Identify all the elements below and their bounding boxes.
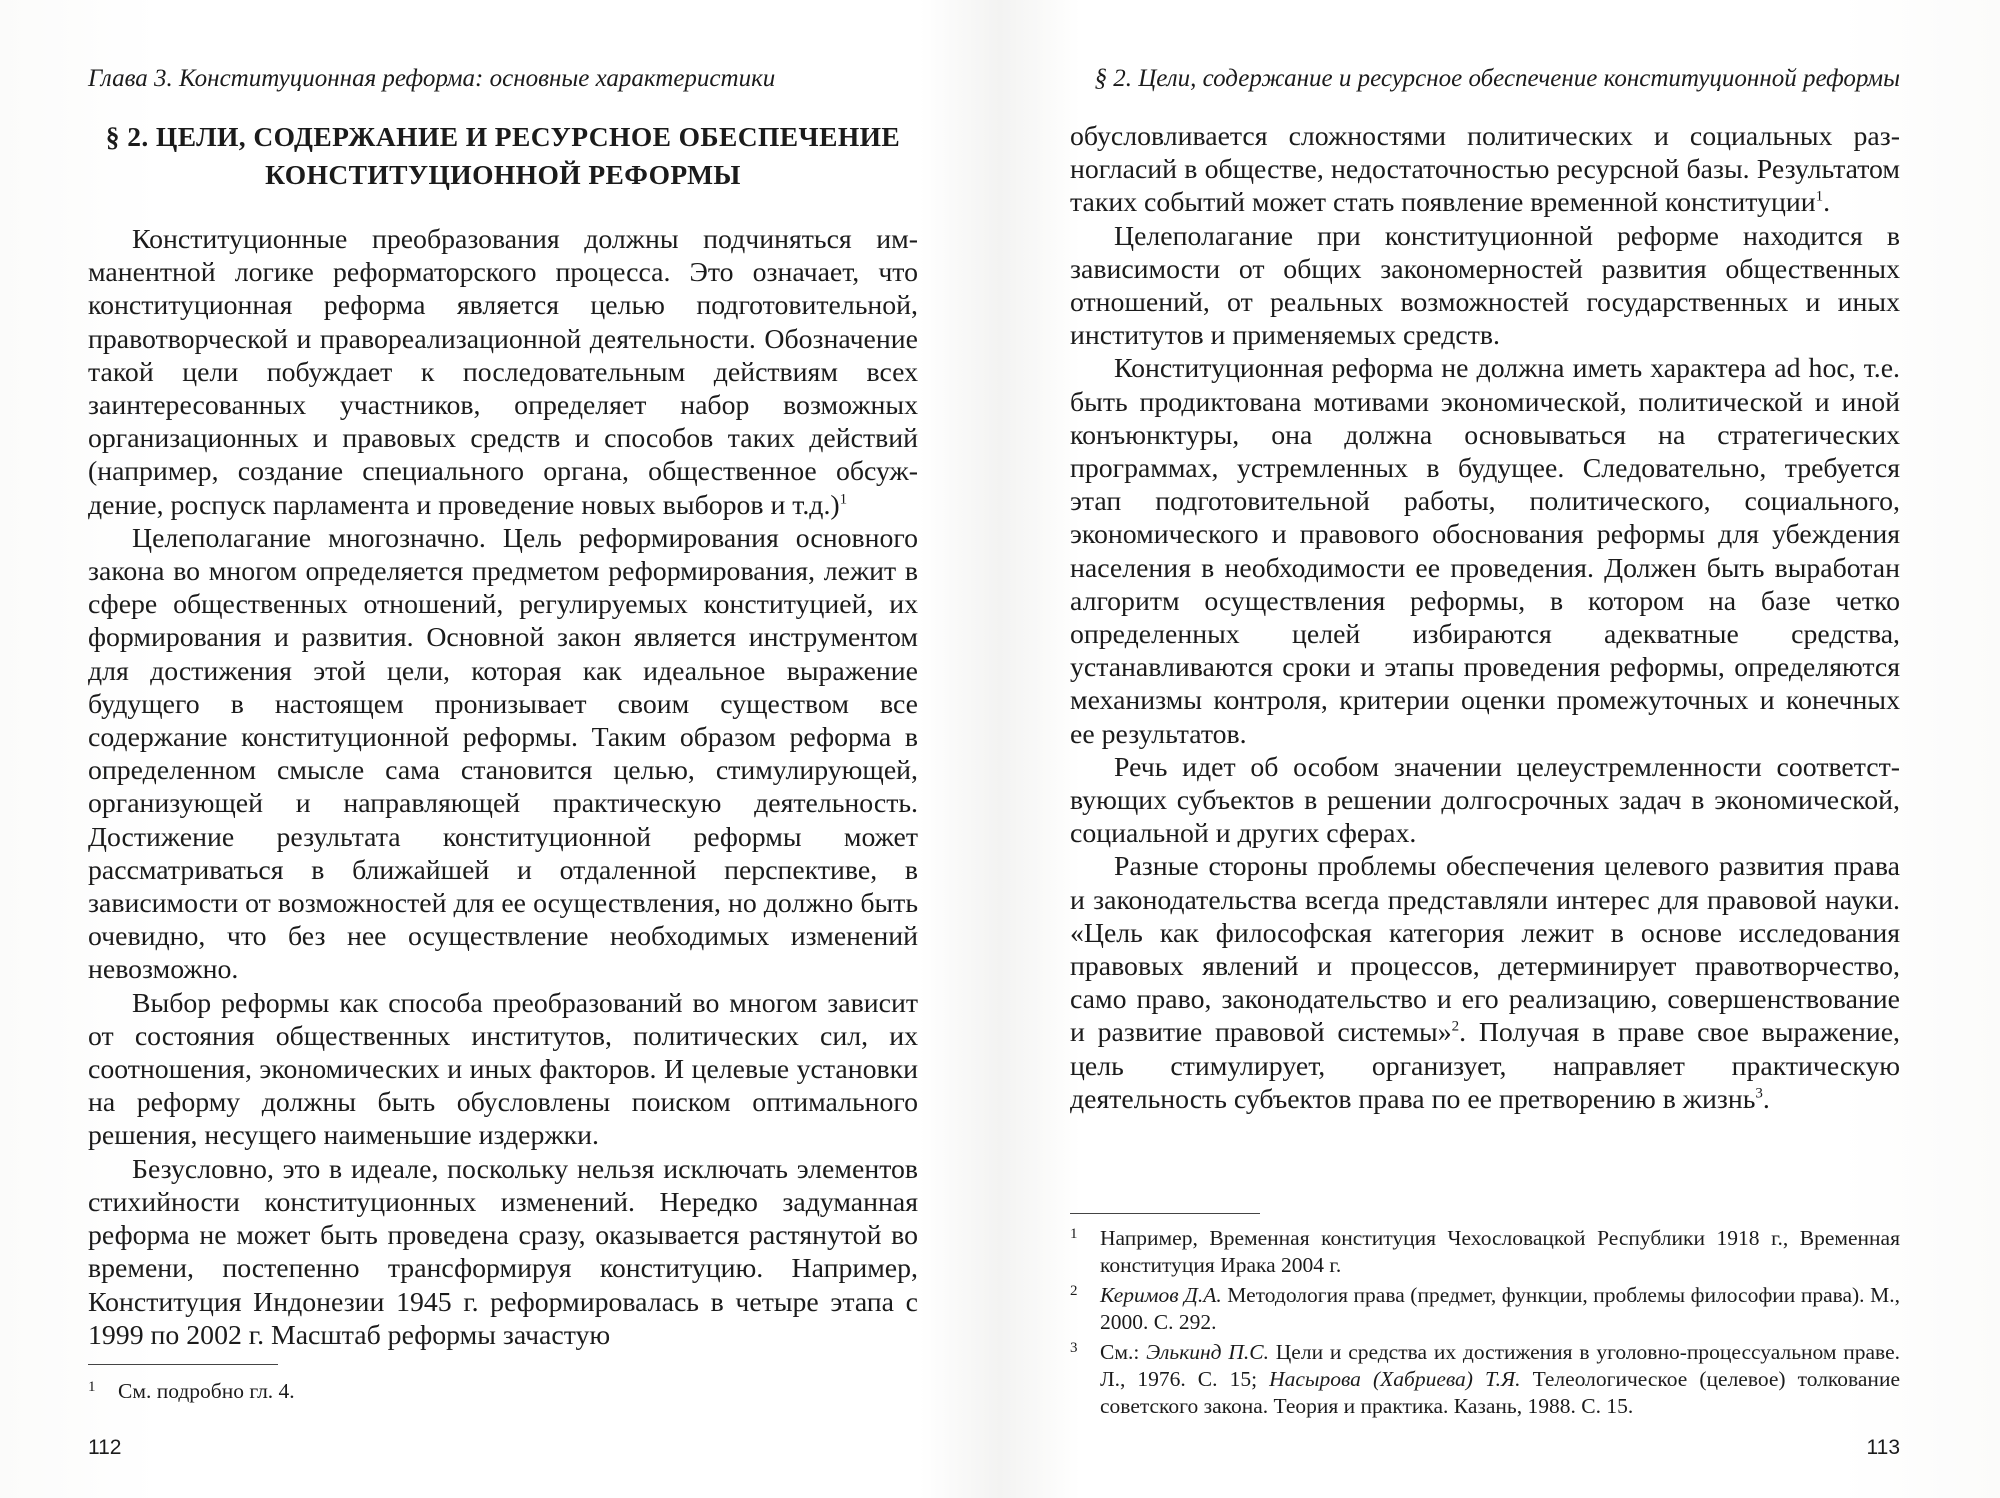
- footnote-text: См. подробно гл. 4.: [118, 1379, 295, 1403]
- paragraph-text: . Получая в праве свое выражение, цель стимулирует, организует, направляет практическую деятельность субъектов права по ее претворению в жизнь: [1070, 1017, 1901, 1115]
- paragraph: Выбор реформы как способа преобразований во многом зависит от состояния общественных институтов, политических сил, их соотношения, экономических и иных факторов. И целевые установки на реформу должны быть обусловлены поиском оптимального решения, несущего наименьшие издержки.: [88, 987, 918, 1152]
- paragraph-text: .: [1762, 1083, 1770, 1115]
- left-body-text: [88, 223, 918, 1352]
- running-head-left: Глава 3. Конституционная реформа: основные характеристики: [88, 65, 776, 92]
- footnote-author: Насырова (Хабриева) Т.Я.: [1269, 1367, 1521, 1391]
- left-page: [88, 0, 918, 1498]
- footnote-number: 2: [1070, 1283, 1078, 1299]
- footnote: [1070, 1225, 1900, 1279]
- page-number-right: 113: [1866, 1436, 1900, 1459]
- footnote-divider: [1070, 1213, 1260, 1214]
- footnotes-right: [1070, 1225, 1900, 1423]
- footnote: [88, 1378, 918, 1405]
- footnote-text: Цели и средства их достижения в уголовно-процессуальном праве. Л., 1976. С. 15;: [1100, 1340, 1900, 1391]
- section-title-line-2: КОНСТИТУЦИОННОЙ РЕФОРМЫ: [265, 159, 741, 190]
- paragraph: [1070, 850, 1900, 1116]
- footnote-ref: 3: [1755, 1085, 1763, 1102]
- paragraph: Речь идет об особом значении целеустремленности соответствующих субъектов в решении долгосрочных задач в экономической, социальной и других сферах.: [1070, 751, 1900, 850]
- paragraph-text: Конституционные преобразования должны подчиняться имманентной логике реформаторского процесса. Это означает, что конституционная реформа является целью подготовительной, правотворческой и правореализационной деятельности. Обозначение такой цели побуждает к последовательным действиям всех заинтересованных участников, определяет набор возможных организационных и правовых средств и способов таких действий (например, создание специального органа, общественное обсуждение, роспуск парламента и проведение новых выборов и т.д.): [88, 224, 918, 521]
- page-number-left: 112: [88, 1436, 122, 1459]
- section-title: [88, 118, 918, 194]
- footnote-ref: 1: [1815, 189, 1824, 206]
- footnote-author: Керимов Д.А.: [1100, 1283, 1222, 1307]
- running-head-right: § 2. Цели, содержание и ресурсное обеспечение конституционной реформы: [1094, 65, 1900, 92]
- right-page: [1070, 0, 1900, 1498]
- footnote-text: Методология права (предмет, функции, проблемы философии права). М., 2000. С. 292.: [1100, 1283, 1900, 1334]
- footnote: [1070, 1339, 1900, 1420]
- footnote: [1070, 1282, 1900, 1336]
- footnote-text: Телеологическое (целевое) толкование советского закона. Теория и практика. Казань, 1988. С. 15.: [1100, 1367, 1900, 1418]
- paragraph: Целеполагание при конституционной реформе находится в зависимости от общих закономерностей развития общественных отношений, от реальных возможностей государственных и иных институтов и применяемых средств.: [1070, 220, 1900, 352]
- footnote-author: Элькинд П.С.: [1146, 1340, 1269, 1364]
- paragraph: Целеполагание многозначно. Цель реформирования основного закона во многом определяется предметом реформирования, лежит в сфере общественных отношений, регулируемых конституцией, их формирования и развития. Основной закон является инструментом для достижения этой цели, которая как идеальное выражение будущего в настоящем пронизывает своим существом все содержание конституционной реформы. Таким образом реформа в определенном смысле сама становится целью, стимулирующей, организующей и направляющей практическую деятельность. Достижение результата конституционной реформы может рассматриваться в ближайшей и отдаленной перспективе, в зависимости от возможностей для ее осуществления, но должно быть очевидно, что без нее осуществление необходимых изменений невозможно.: [88, 522, 918, 986]
- footnote-text: Например, Временная конституция Чехословацкой Республики 1918 г., Временная конституция Ирака 2004 г.: [1100, 1226, 1900, 1277]
- paragraph: Конституционная реформа не должна иметь характера ad hoc, т.е. быть продиктована мотивами экономической, политической и иной конъюнктуры, она должна основываться на стратегических программах, устремленных в будущее. Следовательно, требуется этап подготовительной работы, политического, социального, экономического и правового обоснования реформы для убеждения населения в необходимости ее проведения. Должен быть выработан алгоритм осуществления реформы, в котором на базе четко определенных целей избираются адекватные средства, устанавливаются сроки и этапы проведения реформы, определяются механизмы контроля, критерии оценки промежуточных и конечных ее результатов.: [1070, 353, 1900, 750]
- paragraph-text: обусловливается сложностями политических и социальных разногласий в обществе, недостаточностью ресурсной базы. Результатом таких событий может стать появление временной конституции: [1070, 121, 1900, 219]
- footnote-divider: [88, 1364, 278, 1365]
- footnote-number: 1: [88, 1379, 96, 1395]
- footnote-ref: 1: [839, 491, 848, 508]
- right-body-text: [1070, 120, 1900, 1116]
- paragraph-text: Разные стороны проблемы обеспечения целевого развития права и законодательства всегда представляли интерес для правовой науки. «Цель как философская категория лежит в основе исследования правовых явлений и процессов, детерминирует правотворчество, само право, законодательство и его реализацию, совершенствование и развитие правовой системы»: [1070, 851, 1900, 1049]
- paragraph: обусловливается сложностями политических и социальных разногласий в обществе, недостаточностью ресурсной базы. Результатом таких событий может стать появление временной конституции$^1$.: [1070, 121, 1900, 219]
- footnote-number: 3: [1070, 1340, 1078, 1356]
- footnote-number: 1: [1070, 1226, 1078, 1242]
- footnote-ref: 2: [1451, 1019, 1460, 1036]
- footnotes-left: [88, 1378, 918, 1408]
- section-title-line-1: § 2. ЦЕЛИ, СОДЕРЖАНИЕ И РЕСУРСНОЕ ОБЕСПЕЧЕНИЕ: [105, 121, 901, 152]
- paragraph: [88, 223, 918, 522]
- paragraph: Безусловно, это в идеале, поскольку нельзя исключать элементов стихийности конституционных изменений. Нередко задуманная реформа не может быть проведена сразу, оказывается растянутой во времени, постепенно трансформируя конституцию. Например, Конституция Индонезии 1945 г. реформировалась в четыре этапа с 1999 по 2002 г. Масштаб реформы зачастую: [88, 1153, 918, 1351]
- footnote-text: См.:: [1100, 1340, 1147, 1364]
